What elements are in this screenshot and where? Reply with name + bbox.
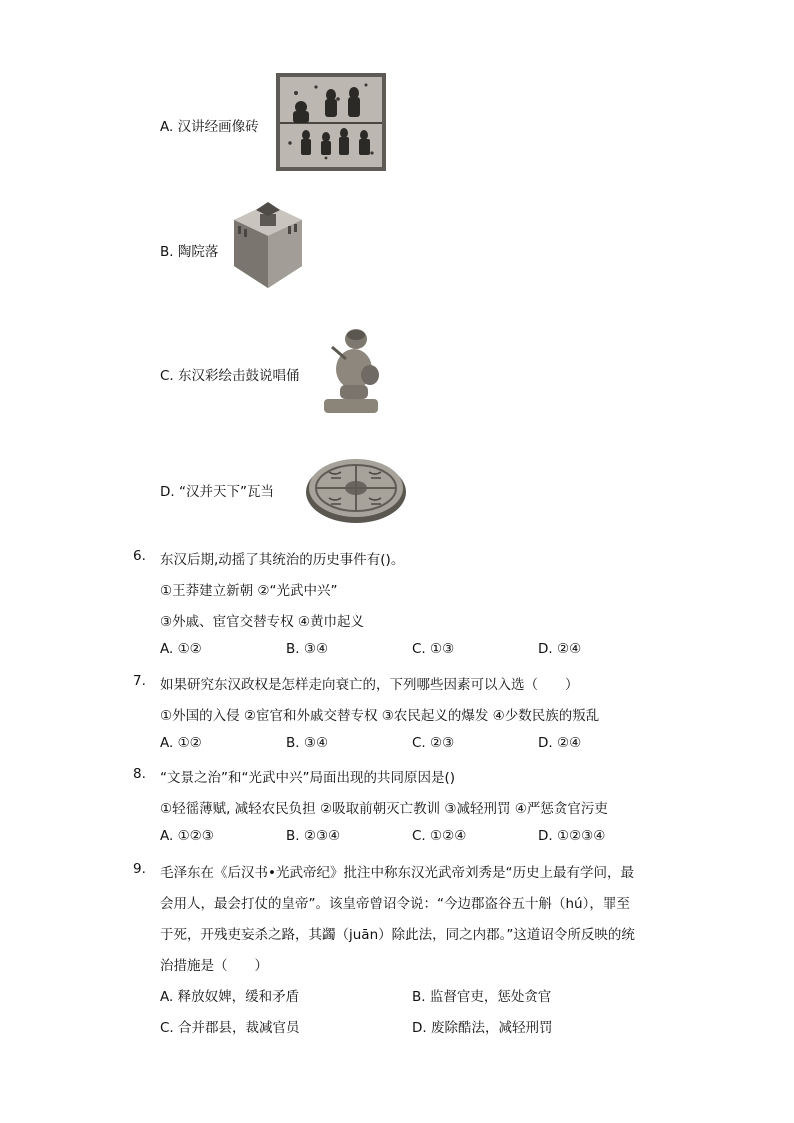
q7-option-b: B. ③④ bbox=[286, 735, 329, 751]
q6-option-b: B. ③④ bbox=[286, 641, 329, 657]
q6-items-line1: ①王莽建立新朝 ②“光武中兴” bbox=[160, 583, 338, 599]
q8-items: ①轻徭薄赋, 减轻农民负担 ②吸取前朝灭亡教训 ③减轻刑罚 ④严惩贪官污吏 bbox=[160, 801, 608, 817]
q8-option-b: B. ②③④ bbox=[286, 828, 341, 844]
han-lecture-relief-brick-image bbox=[276, 73, 386, 171]
q6-option-c: C. ①③ bbox=[412, 641, 455, 657]
q9-option-d: D. 废除酷法，减轻刑罚 bbox=[412, 1020, 553, 1036]
q6-stem: 东汉后期,动摇了其统治的历史事件有()。 bbox=[160, 552, 405, 568]
q8-option-c: C. ①②④ bbox=[412, 828, 467, 844]
q7-items: ①外国的入侵 ②宦官和外戚交替专权 ③农民起义的爆发 ④少数民族的叛乱 bbox=[160, 708, 600, 724]
q7-option-c: C. ②③ bbox=[412, 735, 455, 751]
q9-stem-line4: 治措施是（ ） bbox=[160, 958, 268, 974]
q8-number: 8. bbox=[133, 766, 146, 782]
q6-number: 6. bbox=[133, 548, 146, 564]
q6-option-a: A. ①② bbox=[160, 641, 202, 657]
q5-option-b-label: B. 陶院落 bbox=[160, 244, 219, 260]
q9-option-a: A. 释放奴婢，缓和矛盾 bbox=[160, 989, 300, 1005]
q8-option-d: D. ①②③④ bbox=[538, 828, 606, 844]
q9-stem-line1: 毛泽东在《后汉书•光武帝纪》批注中称东汉光武帝刘秀是“历史上最有学问，最 bbox=[160, 865, 634, 881]
q7-option-d: D. ②④ bbox=[538, 735, 582, 751]
q9-option-b: B. 监督官吏，惩处贪官 bbox=[412, 989, 552, 1005]
q5-option-d-label: D. “汉并天下”瓦当 bbox=[160, 484, 274, 500]
q8-stem: “文景之治”和“光武中兴”局面出现的共同原因是() bbox=[160, 770, 456, 786]
q6-option-d: D. ②④ bbox=[538, 641, 582, 657]
q8-option-a: A. ①②③ bbox=[160, 828, 214, 844]
pottery-courtyard-model-image bbox=[230, 196, 306, 294]
q7-stem: 如果研究东汉政权是怎样走向衰亡的，下列哪些因素可以入选（ ） bbox=[160, 677, 579, 693]
drum-storyteller-figurine-image bbox=[320, 325, 382, 417]
q9-option-c: C. 合并郡县，裁减官员 bbox=[160, 1020, 300, 1036]
q5-option-c-label: C. 东汉彩绘击鼓说唱俑 bbox=[160, 368, 300, 384]
q6-items-line2: ③外戚、宦官交替专权 ④黄巾起义 bbox=[160, 614, 364, 630]
roof-tile-end-image bbox=[305, 454, 407, 524]
q9-stem-line2: 会用人，最会打仗的皇帝”。该皇帝曾诏令说：“今边郡盗谷五十斛（hú），罪至 bbox=[160, 896, 630, 912]
q7-number: 7. bbox=[133, 673, 146, 689]
q9-stem-line3: 于死，开残吏妄杀之路，其蠲（juān）除此法，同之内郡。”这道诏令所反映的统 bbox=[160, 927, 635, 943]
q7-option-a: A. ①② bbox=[160, 735, 202, 751]
q5-option-a-label: A. 汉讲经画像砖 bbox=[160, 119, 259, 135]
q9-number: 9. bbox=[133, 861, 146, 877]
